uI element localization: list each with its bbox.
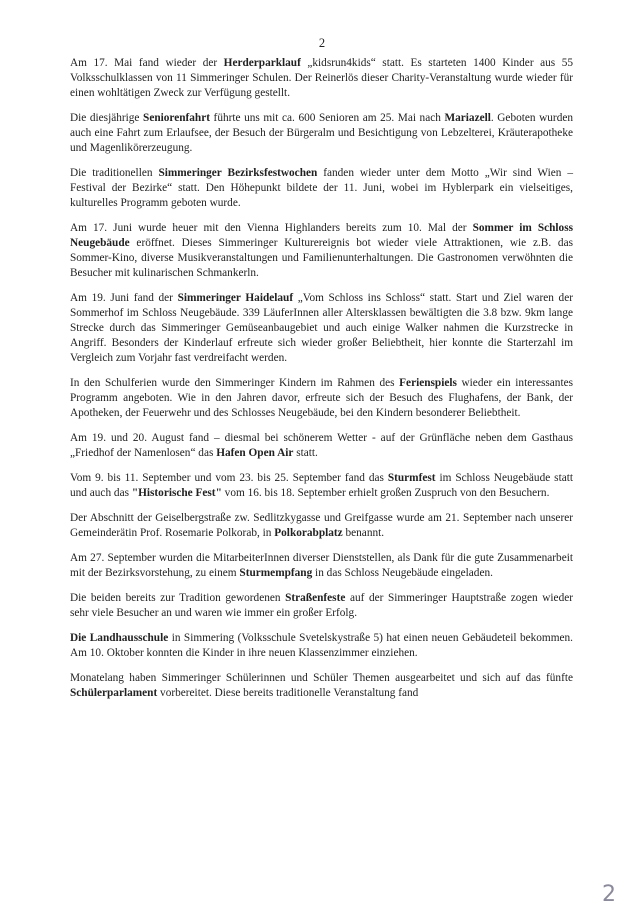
paragraph <box>70 111 573 156</box>
text-segment: In den Schulferien wurde den Simmeringer Kindern im Rahmen des <box>70 377 400 389</box>
text-segment: wieder ein interessantes Programm angeboten. Wie in den Jahren davor, erfreute sich der Besuch des Flughafens, der Bank, der Apotheken, der Feuerwehr und des Schlosses Neugebäude, bei den Kindern besonderer Beliebtheit. <box>70 377 573 419</box>
text-segment: vorbereitet. Diese bereits traditionelle Veranstaltung fand <box>157 687 419 699</box>
bold-term: Mariazell <box>444 112 491 124</box>
text-segment: in Simmering (Volksschule Svetelskystraße 5) hat einen neuen Gebäudeteil bekommen. Am 10. Oktober konnten die Kinder in ihre neuen Klassenzimmer einziehen. <box>70 632 573 659</box>
text-segment: Die beiden bereits zur Tradition gewordenen <box>70 592 286 604</box>
text-segment: vom 16. bis 18. September erhielt großen Zuspruch von den Besuchern. <box>221 487 550 499</box>
paragraph <box>70 56 573 101</box>
paragraph <box>70 551 573 581</box>
text-segment: Vom 9. bis 11. September und vom 23. bis 25. September fand das <box>70 472 388 484</box>
text-segment: Der Abschnitt der Geiselbergstraße zw. Sedlitzkygasse und Greifgasse wurde am 21. September nach unserer Gemeinderätin Prof. Rosemarie Polkorab, in <box>70 512 573 539</box>
bold-term: Straßenfeste <box>285 592 346 604</box>
paragraph <box>70 471 573 501</box>
paragraph <box>70 166 573 211</box>
page-number: 2 <box>318 36 326 50</box>
text-segment: Monatelang haben Simmeringer Schülerinnen und Schüler Themen ausgearbeitet und sich auf das fünfte <box>70 672 573 684</box>
text-segment: Am 19. und 20. August fand – diesmal bei schönerem Wetter - auf der Grünfläche neben dem Gasthaus „Friedhof der Namenlosen“ das <box>70 432 573 459</box>
bold-term: Die Landhausschule <box>70 632 169 644</box>
text-segment: „kidsrun4kids“ statt. Es starteten 1400 Kinder aus 55 Volksschulklassen von 11 Simmeringer Schulen. Der Reinerlös dieser Charity-Veranstaltung wurde wieder für einen wohltätigen Zweck zur Verfügung gestellt. <box>70 57 573 99</box>
bold-term: Sommer im Schloss Neugebäude <box>70 222 574 249</box>
paragraph <box>70 591 573 621</box>
text-segment: Am 19. Juni fand der <box>70 292 178 304</box>
bold-term: Hafen Open Air <box>216 447 294 459</box>
text-segment: auf der Simmeringer Hauptstraße zogen wieder sehr viele Besucher an und waren wie immer ein großer Erfolg. <box>70 592 573 619</box>
paragraph <box>70 291 573 366</box>
bold-term: Sturmfest <box>387 472 436 484</box>
text-segment: Am 27. September wurden die MitarbeiterInnen diverser Dienststellen, als Dank für die gute Zusammenarbeit mit der Bezirksvorstehung, zu einem <box>70 552 573 579</box>
text-segment: führte uns mit ca. 600 Senioren am 25. Mai nach <box>209 112 445 124</box>
bold-term: Simmeringer Haidelauf <box>177 292 294 304</box>
paragraph <box>70 376 573 421</box>
paragraph <box>70 221 573 281</box>
text-segment: benannt. <box>342 527 385 539</box>
text-segment: Die diesjährige <box>70 112 144 124</box>
text-segment: in das Schloss Neugebäude eingeladen. <box>312 567 493 579</box>
text-segment: . Geboten wurden auch eine Fahrt zum Erlaufsee, der Besuch der Bürgeralm und Besichtigung von Lebzelterei, Kräuterapotheke und Magenlikörerzeugung. <box>70 112 573 154</box>
text-segment: „Vom Schloss ins Schloss“ statt. Start und Ziel waren der Sommerhof im Schloss Neugebäude. 339 LäuferInnen aller Altersklassen bewältigten die 3.8 bzw. 9km lange Strecke durch das Simmeringer Gemüseanbaugebiet und auch einige Walker nahmen die Kurzstrecke in Angriff. Besonders der Kinderlauf erfreute sich wieder großer Beliebtheit, hier konnte die Starterzahl im Vergleich zum Vorjahr fast verdreifacht werden. <box>70 292 573 364</box>
bold-term: Herderparklauf <box>223 57 301 69</box>
text-segment: fanden wieder unter dem Motto „Wir sind Wien – Festival der Bezirke“ statt. Den Höhepunkt bildete der 11. Juni, wobei im Hyblerpark ein vielseitiges, kulturelles Programm geboten wurde. <box>70 167 573 209</box>
text-segment: Die traditionellen <box>70 167 159 179</box>
text-segment: statt. <box>293 447 318 459</box>
text-segment: Am 17. Mai fand wieder der <box>70 57 224 69</box>
corner-page-mark: 2 <box>602 882 616 907</box>
bold-term: Schülerparlament <box>70 687 158 699</box>
paragraph <box>70 631 573 661</box>
paragraph <box>70 511 573 541</box>
text-segment: im Schloss Neugebäude statt und auch das <box>70 472 573 499</box>
bold-term: Seniorenfahrt <box>143 112 210 124</box>
bold-term: Sturmempfang <box>239 567 313 579</box>
text-segment: eröffnet. Dieses Simmeringer Kulturereignis bot wieder viele Attraktionen, wie z.B. das Sommer-Kino, diverse Musikveranstaltungen und Familienunterhaltungen. Die Gastronomen verwöhnten die Besucher mit kulinarischen Schmankerln. <box>70 237 573 279</box>
bold-term: Simmeringer Bezirksfestwochen <box>158 167 318 179</box>
document-body <box>70 56 573 711</box>
bold-term: "Historische Fest" <box>131 487 222 499</box>
bold-term: Ferienspiels <box>399 377 457 389</box>
paragraph <box>70 431 573 461</box>
text-segment: Am 17. Juni wurde heuer mit den Vienna Highlanders bereits zum 10. Mal der <box>70 222 473 234</box>
paragraph <box>70 671 573 701</box>
bold-term: Polkorabplatz <box>274 527 343 539</box>
